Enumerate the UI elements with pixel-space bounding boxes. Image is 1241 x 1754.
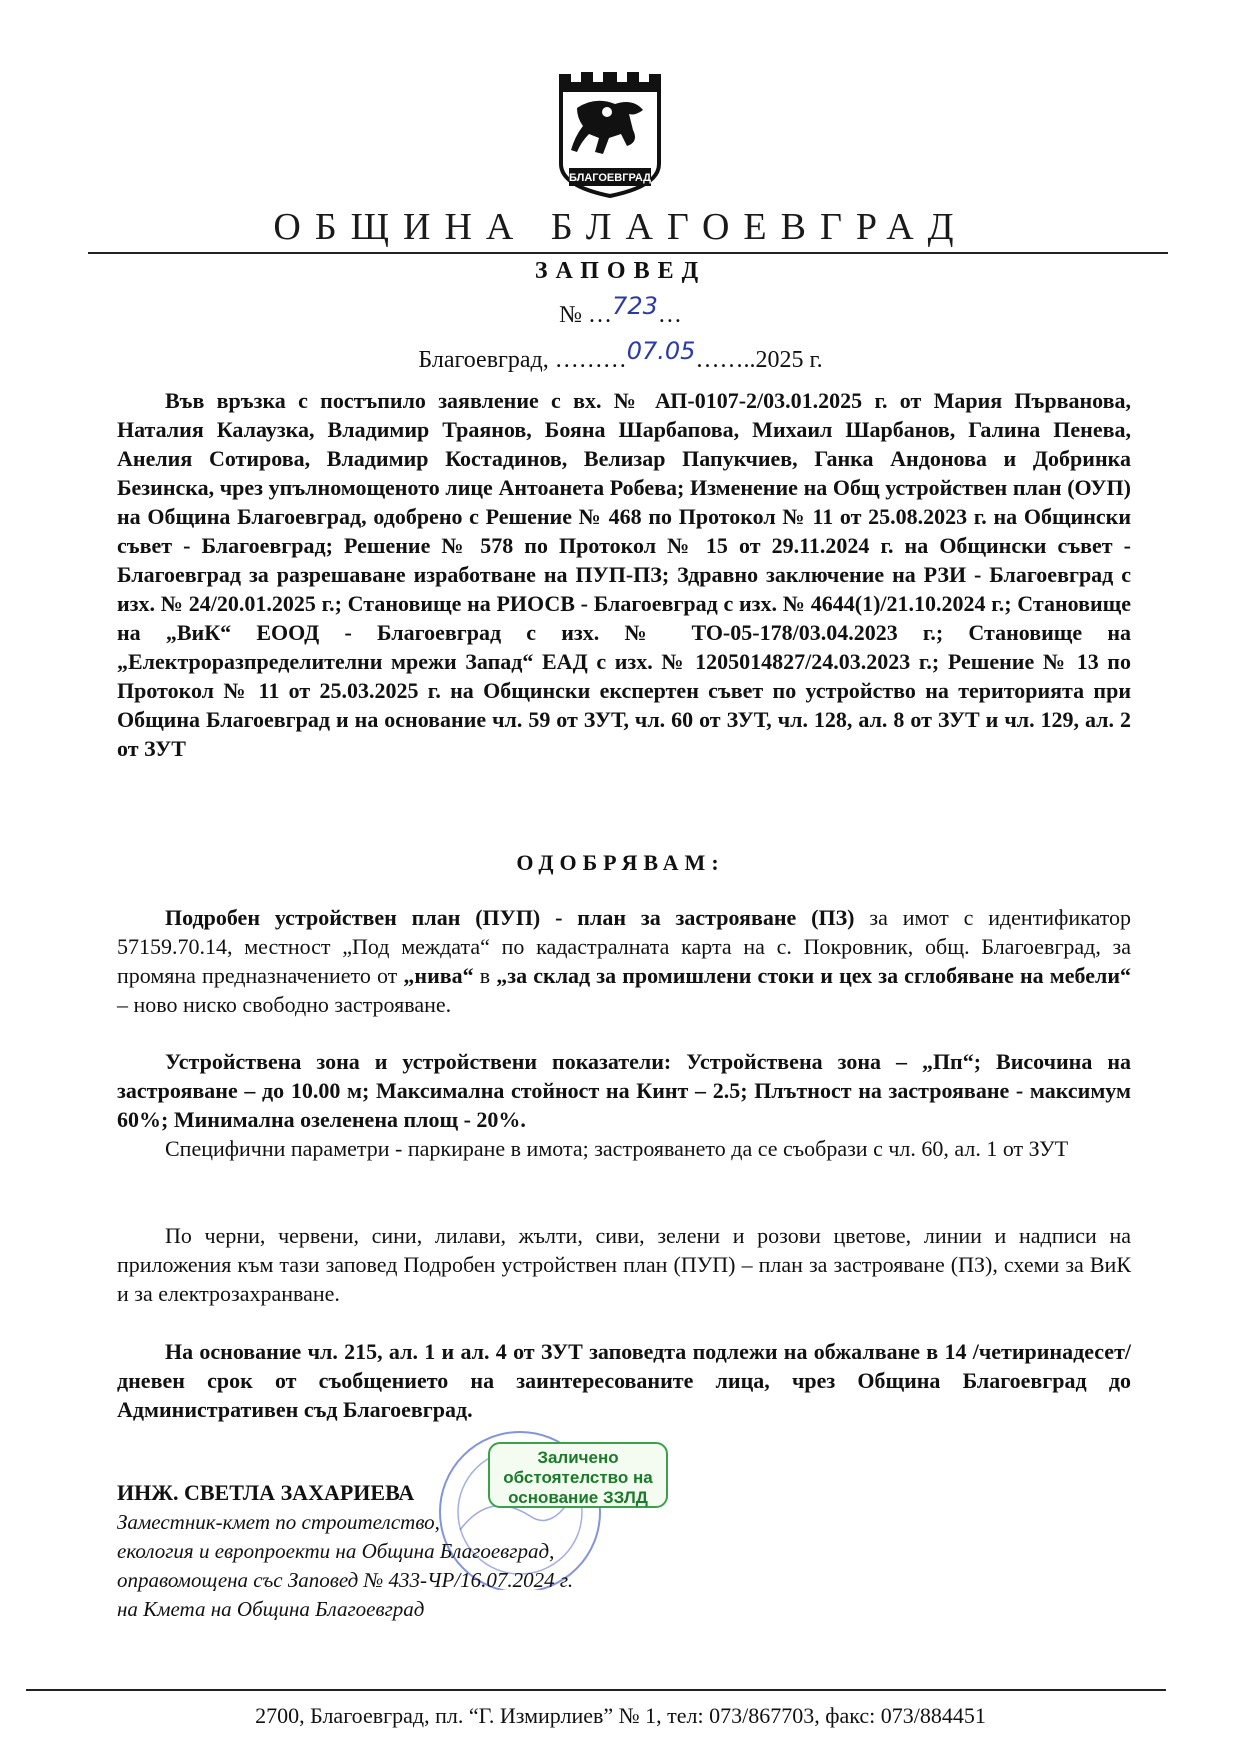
order-title: ЗАПОВЕД [534,258,707,284]
pup-bold-purpose: „за склад за промишлени стоки и цех за сглобяване на мебели“ [496,963,1131,988]
crest-caption: БЛАГОЕВГРАД [568,172,652,184]
header-divider [88,252,1168,254]
zone-indicators-text: Устройствена зона и устройствени показатели: Устройствена зона – „Пп“; Височина на застрояване – до 10.00 м; Максимална стойност на Кинт – 2.5; Плътност на застрояване - максимум 60%; Минимална озеленена площ - 20%. [117,1049,1131,1132]
municipality-crest-logo [555,68,665,200]
specific-parameters-paragraph: Специфични параметри - паркиране в имота; застрояването да се съобрази с чл. 60, ал. 1 от ЗУТ [165,1136,1069,1161]
approve-heading: ОДОБРЯВАМ: [516,850,725,875]
redaction-line: обстоятелство на [503,1468,653,1487]
pup-text-3: – ново ниско свободно застрояване. [117,992,452,1017]
order-number-prefix: № … [559,302,613,328]
signer-role-line: на Кмета на Община Благоевград [117,1597,425,1621]
footer-divider [26,1689,1166,1691]
handwritten-order-number: 723 [612,292,658,320]
redaction-notice [488,1442,668,1508]
order-place-date [0,337,1241,374]
signer-role-line: оправомощена със Заповед № 433-ЧР/16.07.2024 г. [117,1568,574,1592]
pup-paragraph [117,903,1131,1019]
pup-text-1: за имот с идентификатор 57159.70.14, местност „Под междата“ по кадастралната карта на с. Покровник, общ. Благоевград, за промяна предназначението от [117,905,1131,988]
signer-name: ИНЖ. СВЕТЛА ЗАХАРИЕВА [117,1480,415,1505]
signer-role-line: екология и европроекти на Община Благоевград, [117,1539,555,1563]
colors-paragraph: По черни, червени, сини, лилави, жълти, сиви, зелени и розови цветове, линии и надписи на приложения към тази заповед Подробен устройствен план (ПУП) – план за застрояване (ПЗ), схеми за ВиК и за електрозахранване. [117,1223,1131,1306]
pup-text-2: в [473,963,497,988]
redaction-line: основание ЗЗЛД [508,1488,648,1507]
appeal-paragraph: На основание чл. 215, ал. 1 и ал. 4 от ЗУТ заповедта подлежи на обжалване в 14 /четиринадесет/ дневен срок от съобщението на заинтересованите лица, чрез Община Благоевград до Административен съд Благоевград. [117,1339,1131,1422]
organization-name: ОБЩИНА БЛАГОЕВГРАД [273,206,968,248]
legal-basis-paragraph: Във връзка с постъпило заявление с вх. № АП-0107-2/03.01.2025 г. от Мария Първанова, Наталия Калаузка, Владимир Траянов, Бояна Шарбапова, Михаил Шарбанов, Галина Пенева, Анелия Сотирова, Владимир Костадинов, Велизар Папукчиев, Ганка Андонова и Добринка Безинска, чрез упълномощеното лице Антоанета Робева; Изменение на Общ устройствен план (ОУП) на Община Благоевград, одобрено с Решение № 468 по Протокол № 11 от 25.08.2023 г. на Общински съвет - Благоевград; Решение № 578 по Протокол № 15 от 29.11.2024 г. на Общински съвет - Благоевград за разрешаване изработване на ПУП-ПЗ; Здравно заключение на РЗИ - Благоевград с изх. № 24/20.01.2025 г.; Становище на РИОСВ - Благоевград с изх. № 4644(1)/21.10.2024 г.; Становище на „ВиК“ ЕООД - Благоевград с изх. № ТО-05-178/03.04.2023 г.; Становище на „Електроразпределителни мрежи Запад“ ЕАД с изх. № 1205014827/24.03.2023 г.; Решение № 13 по Протокол № 11 от 25.03.2025 г. на Общински експертен съвет по устройство на територията при Община Благоевград и на основание чл. 59 от ЗУТ, чл. 60 от ЗУТ, чл. 128, ал. 8 от ЗУТ и чл. 129, ал. 2 от ЗУТ [117,388,1131,761]
place-prefix: Благоевград, ……… [418,347,627,373]
redaction-line: Заличено [537,1448,619,1467]
footer-contact: 2700, Благоевград, пл. “Г. Измирлиев” № 1, тел: 073/867703, факс: 073/884451 [255,1703,986,1728]
pup-bold-niva: „нива“ [403,963,474,988]
handwritten-date: 07.05 [626,337,696,365]
order-number [0,292,1241,329]
date-suffix: ……..2025 г. [695,347,823,373]
signer-role-line: Заместник-кмет по строителство, [117,1510,440,1534]
order-number-suffix: … [657,302,682,328]
pup-bold-lead: Подробен устройствен план (ПУП) - план за застрояване (ПЗ) [165,905,855,930]
zone-indicators-paragraph [117,1047,1131,1134]
